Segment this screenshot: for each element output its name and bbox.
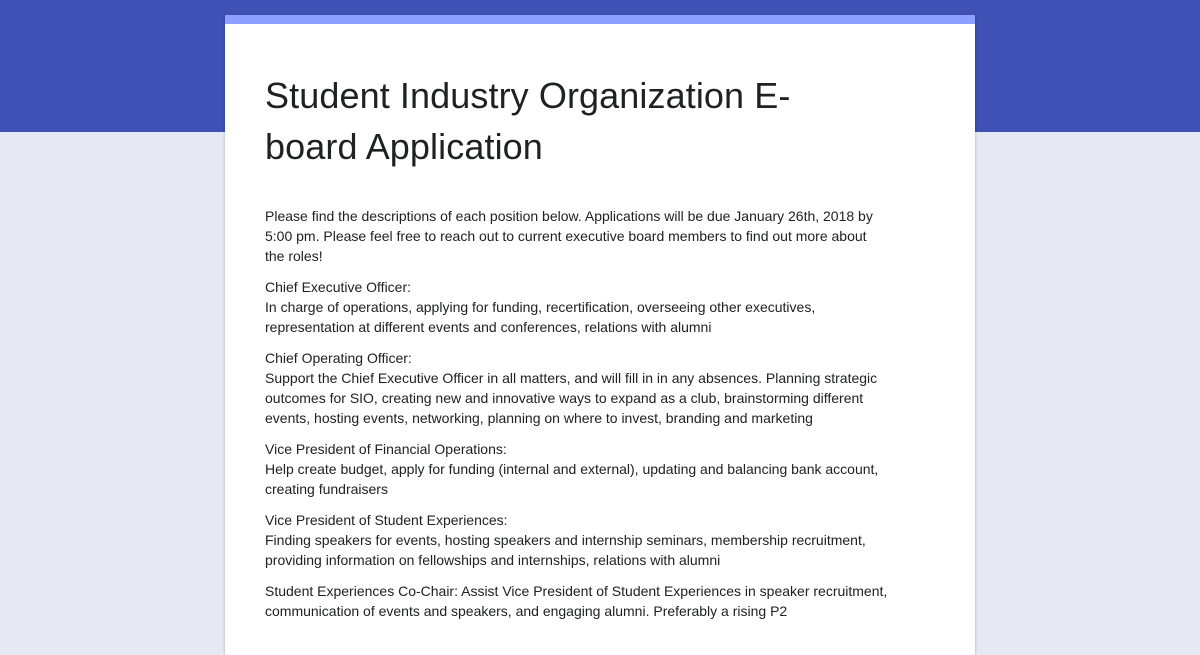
description-line: 5:00 pm. Please feel free to reach out to current executive board members to find out more about [265,228,867,244]
position-detail: Support the Chief Executive Officer in all matters, and will fill in in any absences. Planning strategic [265,370,878,386]
position-detail: Help create budget, apply for funding (internal and external), updating and balancing bank account, [265,461,879,477]
position-detail: outcomes for SIO, creating new and innovative ways to expand as a club, brainstorming different [265,390,864,406]
form-header [225,70,975,621]
position-detail: Student Experiences Co-Chair: Assist Vice President of Student Experiences in speaker recruitment, [265,583,888,599]
position-detail: Finding speakers for events, hosting speakers and internship seminars, membership recruitment, [265,532,866,548]
position-title: Vice President of Student Experiences: [265,512,508,528]
description-line: Please find the descriptions of each position below. Applications will be due January 26th, 2018 by [265,208,873,224]
form-description [265,206,935,621]
position-title: Chief Executive Officer: [265,279,412,295]
description-line: the roles! [265,248,323,264]
form-title-line: board Application [265,126,543,167]
position-detail: creating fundraisers [265,481,388,497]
position-vp-financial [265,439,935,499]
position-ceo [265,277,935,337]
position-detail: communication of events and speakers, and engaging alumni. Preferably a rising P2 [265,603,788,619]
form-card [225,15,975,655]
position-vp-student-experiences [265,510,935,570]
description-intro [265,206,935,266]
position-detail: In charge of operations, applying for funding, recertification, overseeing other executives, [265,299,816,315]
form-title-line: Student Industry Organization E- [265,75,791,116]
position-detail: providing information on fellowships and internships, relations with alumni [265,552,721,568]
position-title: Chief Operating Officer: [265,350,412,366]
position-detail: events, hosting events, networking, planning on where to invest, branding and marketing [265,410,813,426]
position-coo [265,348,935,428]
card-accent-bar [225,15,975,24]
position-co-chair [265,581,935,621]
position-title: Vice President of Financial Operations: [265,441,507,457]
form-title [265,70,935,172]
position-detail: representation at different events and conferences, relations with alumni [265,319,712,335]
